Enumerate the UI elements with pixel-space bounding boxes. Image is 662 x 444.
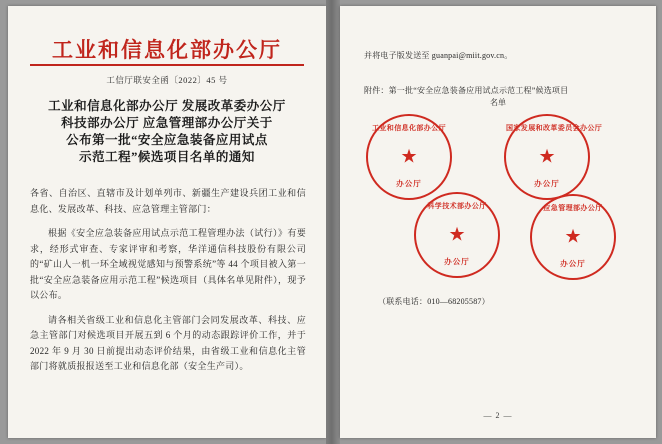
star-icon: ★ xyxy=(564,226,582,248)
star-icon: ★ xyxy=(538,146,556,168)
seal-most xyxy=(414,192,500,278)
official-seals-group xyxy=(354,114,644,294)
page-number: — 2 — xyxy=(483,411,513,420)
body-paragraph-2: 请各相关省级工业和信息化主管部门会同发展改革、科技、应急主管部门对候选项目开展五到 6 个月的动态跟踪评价工作，并于 2022 年 9 月 30 日前提出动态评价结果，由省级工业和信息化主管部门将就质报报送至工业和信息化部（安全生产司）。 xyxy=(30,314,306,371)
title-line-3: 公布第一批“安全应急装备应用试点 xyxy=(66,133,268,147)
page-gutter xyxy=(326,0,340,444)
attachment-line: 附件：第一批“安全应急装备应用试点示范工程”候选项目 xyxy=(364,86,569,95)
contact-phone: （联系电话：010—68205587） xyxy=(378,297,490,306)
seal-ndrc-arc-text: 国家发展和改革委员会办公厅 xyxy=(506,124,603,132)
email-submission-note: 并将电子版发送至 guanpai@miit.gov.cn。 xyxy=(364,51,513,60)
header-divider-rule xyxy=(30,64,304,66)
seal-mem xyxy=(530,194,616,280)
body-paragraph-salutation: 各省、自治区、直辖市及计划单列市、新疆生产建设兵团工业和信息化、发展改革、科技、应急管理主管部门： xyxy=(30,188,306,214)
seal-miit xyxy=(366,114,452,200)
document-title-block xyxy=(32,98,302,166)
seal-miit-bottom-text: 办公厅 xyxy=(396,179,422,188)
seal-miit-arc-text: 工业和信息化部办公厅 xyxy=(372,124,446,132)
star-icon: ★ xyxy=(448,224,466,246)
attachment-line-continued: 名单 xyxy=(490,98,506,107)
seal-mem-arc-text: 应急管理部办公厅 xyxy=(543,204,603,212)
seal-most-arc-text: 科学技术部办公厅 xyxy=(427,202,487,210)
star-icon: ★ xyxy=(400,146,418,168)
document-page-left xyxy=(8,6,326,438)
seal-ndrc xyxy=(504,114,603,200)
title-line-2: 科技部办公厅 应急管理部办公厅关于 xyxy=(61,116,273,130)
document-body xyxy=(30,186,306,384)
body-paragraph-1: 根据《安全应急装备应用试点示范工程管理办法（试行）》有要求，经形式审查、专家评审和考察，华洋通信科技股份有限公司的“矿山人一机一环全域视觉感知与预警系统”等 44 个项目被入第一批“安全应急装备应用示范工程”候选项目（具体名单见附件），现予以公布。 xyxy=(30,228,306,300)
title-line-4: 示范工程”候选项目名单的通知 xyxy=(79,150,255,164)
issuing-authority-header: 工业和信息化部办公厅 xyxy=(52,38,282,62)
document-number: 工信厅联安全函〔2022〕45 号 xyxy=(106,75,228,85)
seal-most-bottom-text: 办公厅 xyxy=(444,257,470,266)
seal-ndrc-bottom-text: 办公厅 xyxy=(534,179,560,188)
title-line-1: 工业和信息化部办公厅 发展改革委办公厅 xyxy=(48,99,286,113)
seal-mem-bottom-text: 办公厅 xyxy=(560,259,586,268)
document-page-right xyxy=(340,6,656,438)
